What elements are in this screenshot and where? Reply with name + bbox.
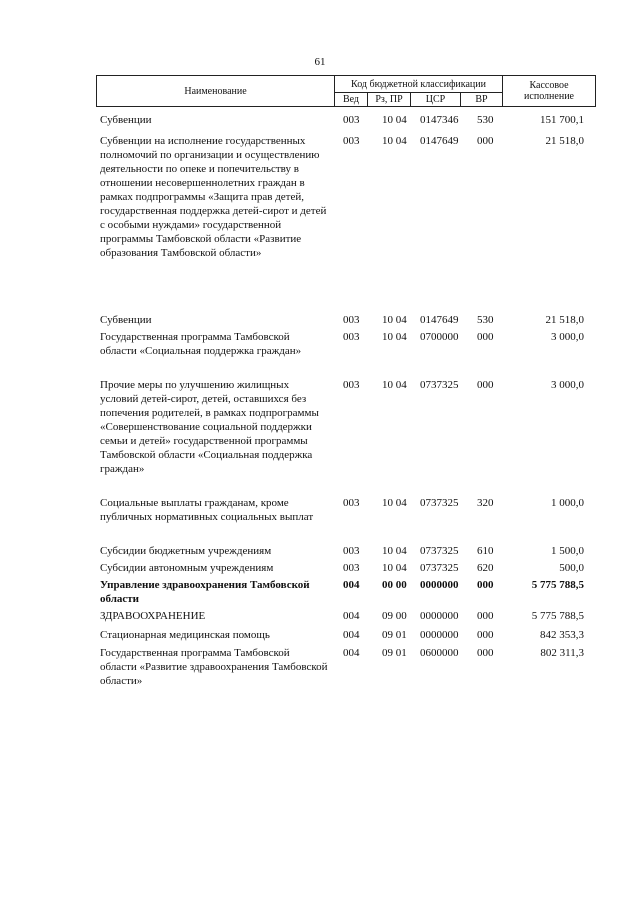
row-vr: 530: [477, 114, 494, 126]
table-row: [0, 134, 640, 317]
row-csr: 0147649: [420, 135, 459, 147]
row-name: Субвенции: [100, 114, 152, 126]
table-row: [0, 330, 640, 378]
row-amount: 5 775 788,5: [531, 610, 584, 622]
row-rz: 10 04: [382, 545, 407, 557]
row-vr: 000: [477, 647, 494, 659]
row-csr: 0000000: [420, 610, 459, 622]
row-vr: 000: [477, 331, 494, 343]
row-vr: 610: [477, 545, 494, 557]
row-csr: 0600000: [420, 647, 459, 659]
row-rz: 09 00: [382, 610, 407, 622]
row-rz: 09 01: [382, 647, 407, 659]
row-ved: 004: [343, 629, 360, 641]
table-header: [96, 75, 596, 107]
row-amount: 500,0: [559, 562, 584, 574]
row-rz: 00 00: [382, 579, 407, 591]
row-amount: 1 500,0: [551, 545, 584, 557]
row-csr: 0147346: [420, 114, 459, 126]
header-rz-pr: Рз, ПР: [368, 93, 411, 107]
row-amount: 151 700,1: [540, 114, 584, 126]
row-csr: 0000000: [420, 579, 459, 591]
row-name: Стационарная медицинская помощь: [100, 629, 270, 641]
table-row: [0, 578, 640, 609]
row-name: Субсидии бюджетным учреждениям: [100, 545, 272, 557]
table-row: [0, 646, 640, 694]
row-amount: 1 000,0: [551, 497, 584, 509]
row-amount: 802 311,3: [540, 647, 584, 659]
row-vr: 320: [477, 497, 494, 509]
row-rz: 10 04: [382, 135, 407, 147]
row-name: Субвенции на исполнение государственных полномочий по организации и осуществлению деятельности по опеке и попечительству в отношении несовершеннолетних граждан в рамках подпрограммы «Защита прав детей, государственная поддержка детей-сирот и детей с особыми нуждами» государственной программы Тамбовской области «Развитие образования Тамбовской области»: [100, 135, 327, 259]
row-rz: 10 04: [382, 314, 407, 326]
row-rz: 09 01: [382, 629, 407, 641]
row-vr: 000: [477, 579, 494, 591]
table-row: [0, 544, 640, 561]
row-rz: 10 04: [382, 379, 407, 391]
row-ved: 003: [343, 379, 360, 391]
row-amount: 842 353,3: [540, 629, 584, 641]
row-vr: 620: [477, 562, 494, 574]
row-amount: 3 000,0: [551, 379, 584, 391]
row-rz: 10 04: [382, 114, 407, 126]
header-code-group: Код бюджетной классификации: [335, 76, 503, 93]
row-ved: 003: [343, 314, 360, 326]
row-name: Социальные выплаты гражданам, кроме публичных нормативных социальных выплат: [100, 497, 314, 523]
row-name: Прочие меры по улучшению жилищных условий детей-сирот, детей, оставшихся без попечения родителей, в рамках подпрограммы «Совершенствование социальной поддержки семьи и детей» государственной программы Тамбовской области «Социальная поддержка граждан»: [100, 379, 319, 475]
row-vr: 000: [477, 379, 494, 391]
row-ved: 003: [343, 114, 360, 126]
table-row: [0, 609, 640, 628]
table-row: [0, 313, 640, 330]
row-name: Государственная программа Тамбовской области «Развитие здравоохранения Тамбовской области»: [100, 647, 328, 687]
row-name: Государственная программа Тамбовской области «Социальная поддержка граждан»: [100, 331, 302, 357]
row-amount: 21 518,0: [545, 135, 584, 147]
row-name: ЗДРАВООХРАНЕНИЕ: [100, 610, 206, 622]
row-ved: 004: [343, 579, 360, 591]
row-ved: 004: [343, 647, 360, 659]
header-ved: Вед: [335, 93, 368, 107]
row-csr: 0737325: [420, 545, 459, 557]
row-csr: 0737325: [420, 497, 459, 509]
row-ved: 003: [343, 331, 360, 343]
row-name: Субсидии автономным учреждениям: [100, 562, 274, 574]
table-row: [0, 113, 640, 130]
table-row: [0, 496, 640, 544]
row-ved: 003: [343, 135, 360, 147]
row-ved: 003: [343, 545, 360, 557]
row-ved: 003: [343, 497, 360, 509]
row-vr: 530: [477, 314, 494, 326]
row-rz: 10 04: [382, 331, 407, 343]
row-csr: 0700000: [420, 331, 459, 343]
row-amount: 21 518,0: [545, 314, 584, 326]
row-amount: 3 000,0: [551, 331, 584, 343]
row-name: Управление здравоохранения Тамбовской области: [100, 579, 310, 605]
row-name: Субвенции: [100, 314, 152, 326]
row-csr: 0737325: [420, 379, 459, 391]
row-amount: 5 775 788,5: [531, 579, 584, 591]
row-ved: 004: [343, 610, 360, 622]
row-vr: 000: [477, 629, 494, 641]
table-row: [0, 628, 640, 646]
row-rz: 10 04: [382, 562, 407, 574]
header-amount: Кассовое исполнение: [503, 76, 596, 107]
row-csr: 0737325: [420, 562, 459, 574]
header-name: Наименование: [97, 76, 335, 107]
row-csr: 0147649: [420, 314, 459, 326]
row-rz: 10 04: [382, 497, 407, 509]
table-row: [0, 378, 640, 496]
row-vr: 000: [477, 135, 494, 147]
row-ved: 003: [343, 562, 360, 574]
table-body: [0, 113, 640, 694]
header-csr: ЦСР: [411, 93, 461, 107]
row-csr: 0000000: [420, 629, 459, 641]
header-vr: ВР: [461, 93, 503, 107]
page-number: 61: [314, 56, 326, 68]
table-row: [0, 561, 640, 578]
row-vr: 000: [477, 610, 494, 622]
